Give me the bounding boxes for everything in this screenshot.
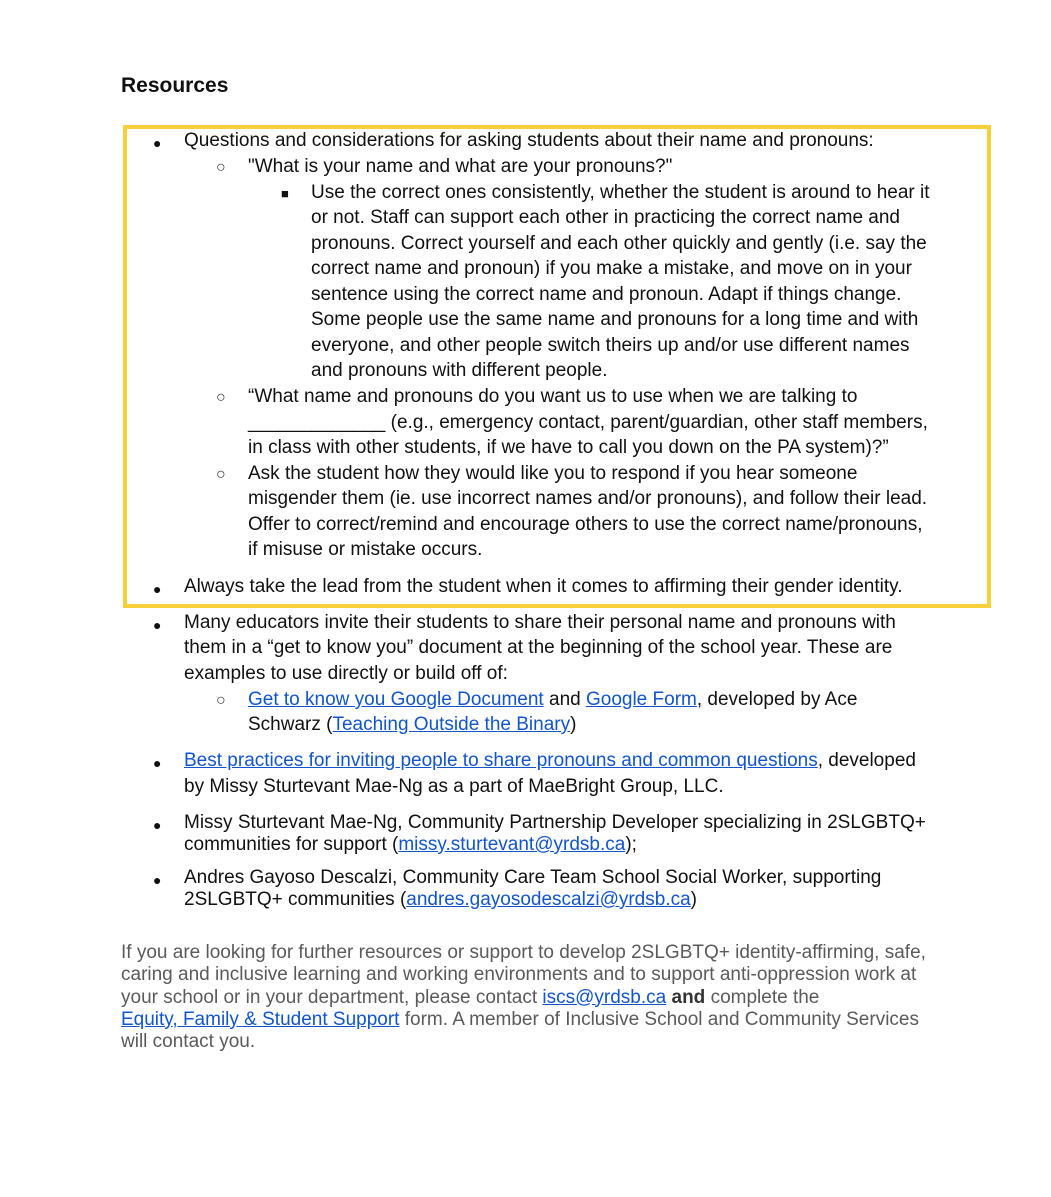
detail-line: Some people use the same name and pronouns for a long time and with xyxy=(311,309,919,330)
detail-line: sentence using the correct name and pronoun. Adapt if things change. xyxy=(311,284,902,305)
missy-email-link[interactable]: missy.sturtevant@yrdsb.ca xyxy=(398,834,626,855)
sub-item-name-question: "What is your name and what are your pronouns?" xyxy=(248,156,673,177)
bullet-disc-icon: ● xyxy=(153,581,162,597)
sub-item-line: misgender them (ie. use incorrect names and/or pronouns), and follow their lead. xyxy=(248,488,928,509)
footer-line: If you are looking for further resources or support to develop 2SLGBTQ+ identity-affirming, safe, xyxy=(121,942,926,963)
complete-text: complete the xyxy=(705,986,820,1008)
list-item-andres-line2 xyxy=(184,887,697,913)
and-bold-text: and xyxy=(666,986,706,1008)
iscs-email-link[interactable]: iscs@yrdsb.ca xyxy=(542,986,667,1008)
close-text: ); xyxy=(625,834,637,855)
list-item-line: Many educators invite their students to share their personal name and pronouns with xyxy=(184,612,896,633)
section-heading: Resources xyxy=(121,74,229,97)
andres-email-link[interactable]: andres.gayosodescalzi@yrdsb.ca xyxy=(406,889,691,910)
detail-line: pronouns. Correct yourself and each other quickly and gently (i.e. say the xyxy=(311,233,927,254)
list-item-line: by Missy Sturtevant Mae-Ng as a part of MaeBright Group, LLC. xyxy=(184,776,724,797)
list-item-missy-line2 xyxy=(184,832,637,858)
sub-item-line: “What name and pronouns do you want us to use when we are talking to xyxy=(248,386,858,407)
bullet-disc-icon: ● xyxy=(153,617,162,633)
footer-paragraph xyxy=(121,942,951,1053)
bullet-disc-icon: ● xyxy=(153,755,162,771)
best-practices-link[interactable]: Best practices for inviting people to share pronouns and common questions xyxy=(184,750,818,771)
google-document-link[interactable]: Get to know you Google Document xyxy=(248,689,544,710)
detail-line: everyone, and other people switch theirs up and/or use different names xyxy=(311,335,910,356)
bullet-circle-icon: ○ xyxy=(216,159,226,176)
bullet-disc-icon: ● xyxy=(153,135,162,151)
equity-form-link[interactable]: Equity, Family & Student Support xyxy=(121,1008,400,1030)
google-form-link[interactable]: Google Form xyxy=(585,689,697,710)
list-item-best-practices xyxy=(184,748,916,774)
list-item-andres: Andres Gayoso Descalzi, Community Care Team School Social Worker, supporting xyxy=(184,867,882,888)
developed-by-text: , developed by Ace xyxy=(696,689,858,710)
sub-item-line: Ask the student how they would like you to respond if you hear someone xyxy=(248,463,858,484)
bullet-disc-icon: ● xyxy=(153,817,162,833)
detail-line: correct name and pronoun) if you make a mistake, and move on in your xyxy=(311,258,912,279)
bullet-circle-icon: ○ xyxy=(216,466,226,483)
bullet-disc-icon: ● xyxy=(153,872,162,888)
list-item-line: them in a “get to know you” document at the beginning of the school year. These are xyxy=(184,637,893,658)
list-item-questions: Questions and considerations for asking students about their name and pronouns: xyxy=(184,130,874,151)
footer-line: caring and inclusive learning and working environments and to support anti-oppression work at xyxy=(121,964,917,986)
developed-text: , developed xyxy=(817,750,916,771)
footer-line xyxy=(121,1009,951,1031)
sub-item-line: Offer to correct/remind and encourage others to use the correct name/pronouns, xyxy=(248,514,923,535)
author-text: Schwarz ( xyxy=(248,714,333,735)
close-text: ) xyxy=(690,889,697,910)
sub-item-line: in class with other students, if we have to call you down on the PA system)?” xyxy=(248,437,889,458)
footer-line: will contact you. xyxy=(121,1031,256,1053)
close-paren-text: ) xyxy=(570,714,577,735)
sub-item-resources-line2 xyxy=(248,712,576,738)
bullet-circle-icon: ○ xyxy=(216,692,226,709)
detail-line: or not. Staff can support each other in practicing the correct name and xyxy=(311,207,900,228)
list-item-take-lead: Always take the lead from the student when it comes to affirming their gender identity. xyxy=(184,576,903,597)
communities-text: communities for support ( xyxy=(184,834,399,855)
communities-text: 2SLGBTQ+ communities ( xyxy=(184,889,407,910)
sub-item-line: _____________ (e.g., emergency contact, parent/guardian, other staff members, xyxy=(248,412,928,433)
contact-text: your school or in your department, please contact xyxy=(121,986,543,1008)
teaching-outside-binary-link[interactable]: Teaching Outside the Binary xyxy=(332,714,571,735)
and-text: and xyxy=(543,689,586,710)
list-item-missy: Missy Sturtevant Mae-Ng, Community Partnership Developer specializing in 2SLGBTQ+ xyxy=(184,812,926,833)
detail-line: Use the correct ones consistently, whether the student is around to hear it xyxy=(311,182,930,203)
sub-item-line: if misuse or mistake occurs. xyxy=(248,539,483,560)
footer-line xyxy=(121,987,951,1009)
bullet-circle-icon: ○ xyxy=(216,389,226,406)
list-item-line: examples to use directly or build off of: xyxy=(184,663,508,684)
form-text: form. A member of Inclusive School and Community Services xyxy=(399,1008,919,1030)
sub-item-resources xyxy=(248,687,857,713)
bullet-square-icon: ■ xyxy=(281,186,289,201)
detail-line: and pronouns with different people. xyxy=(311,360,608,381)
